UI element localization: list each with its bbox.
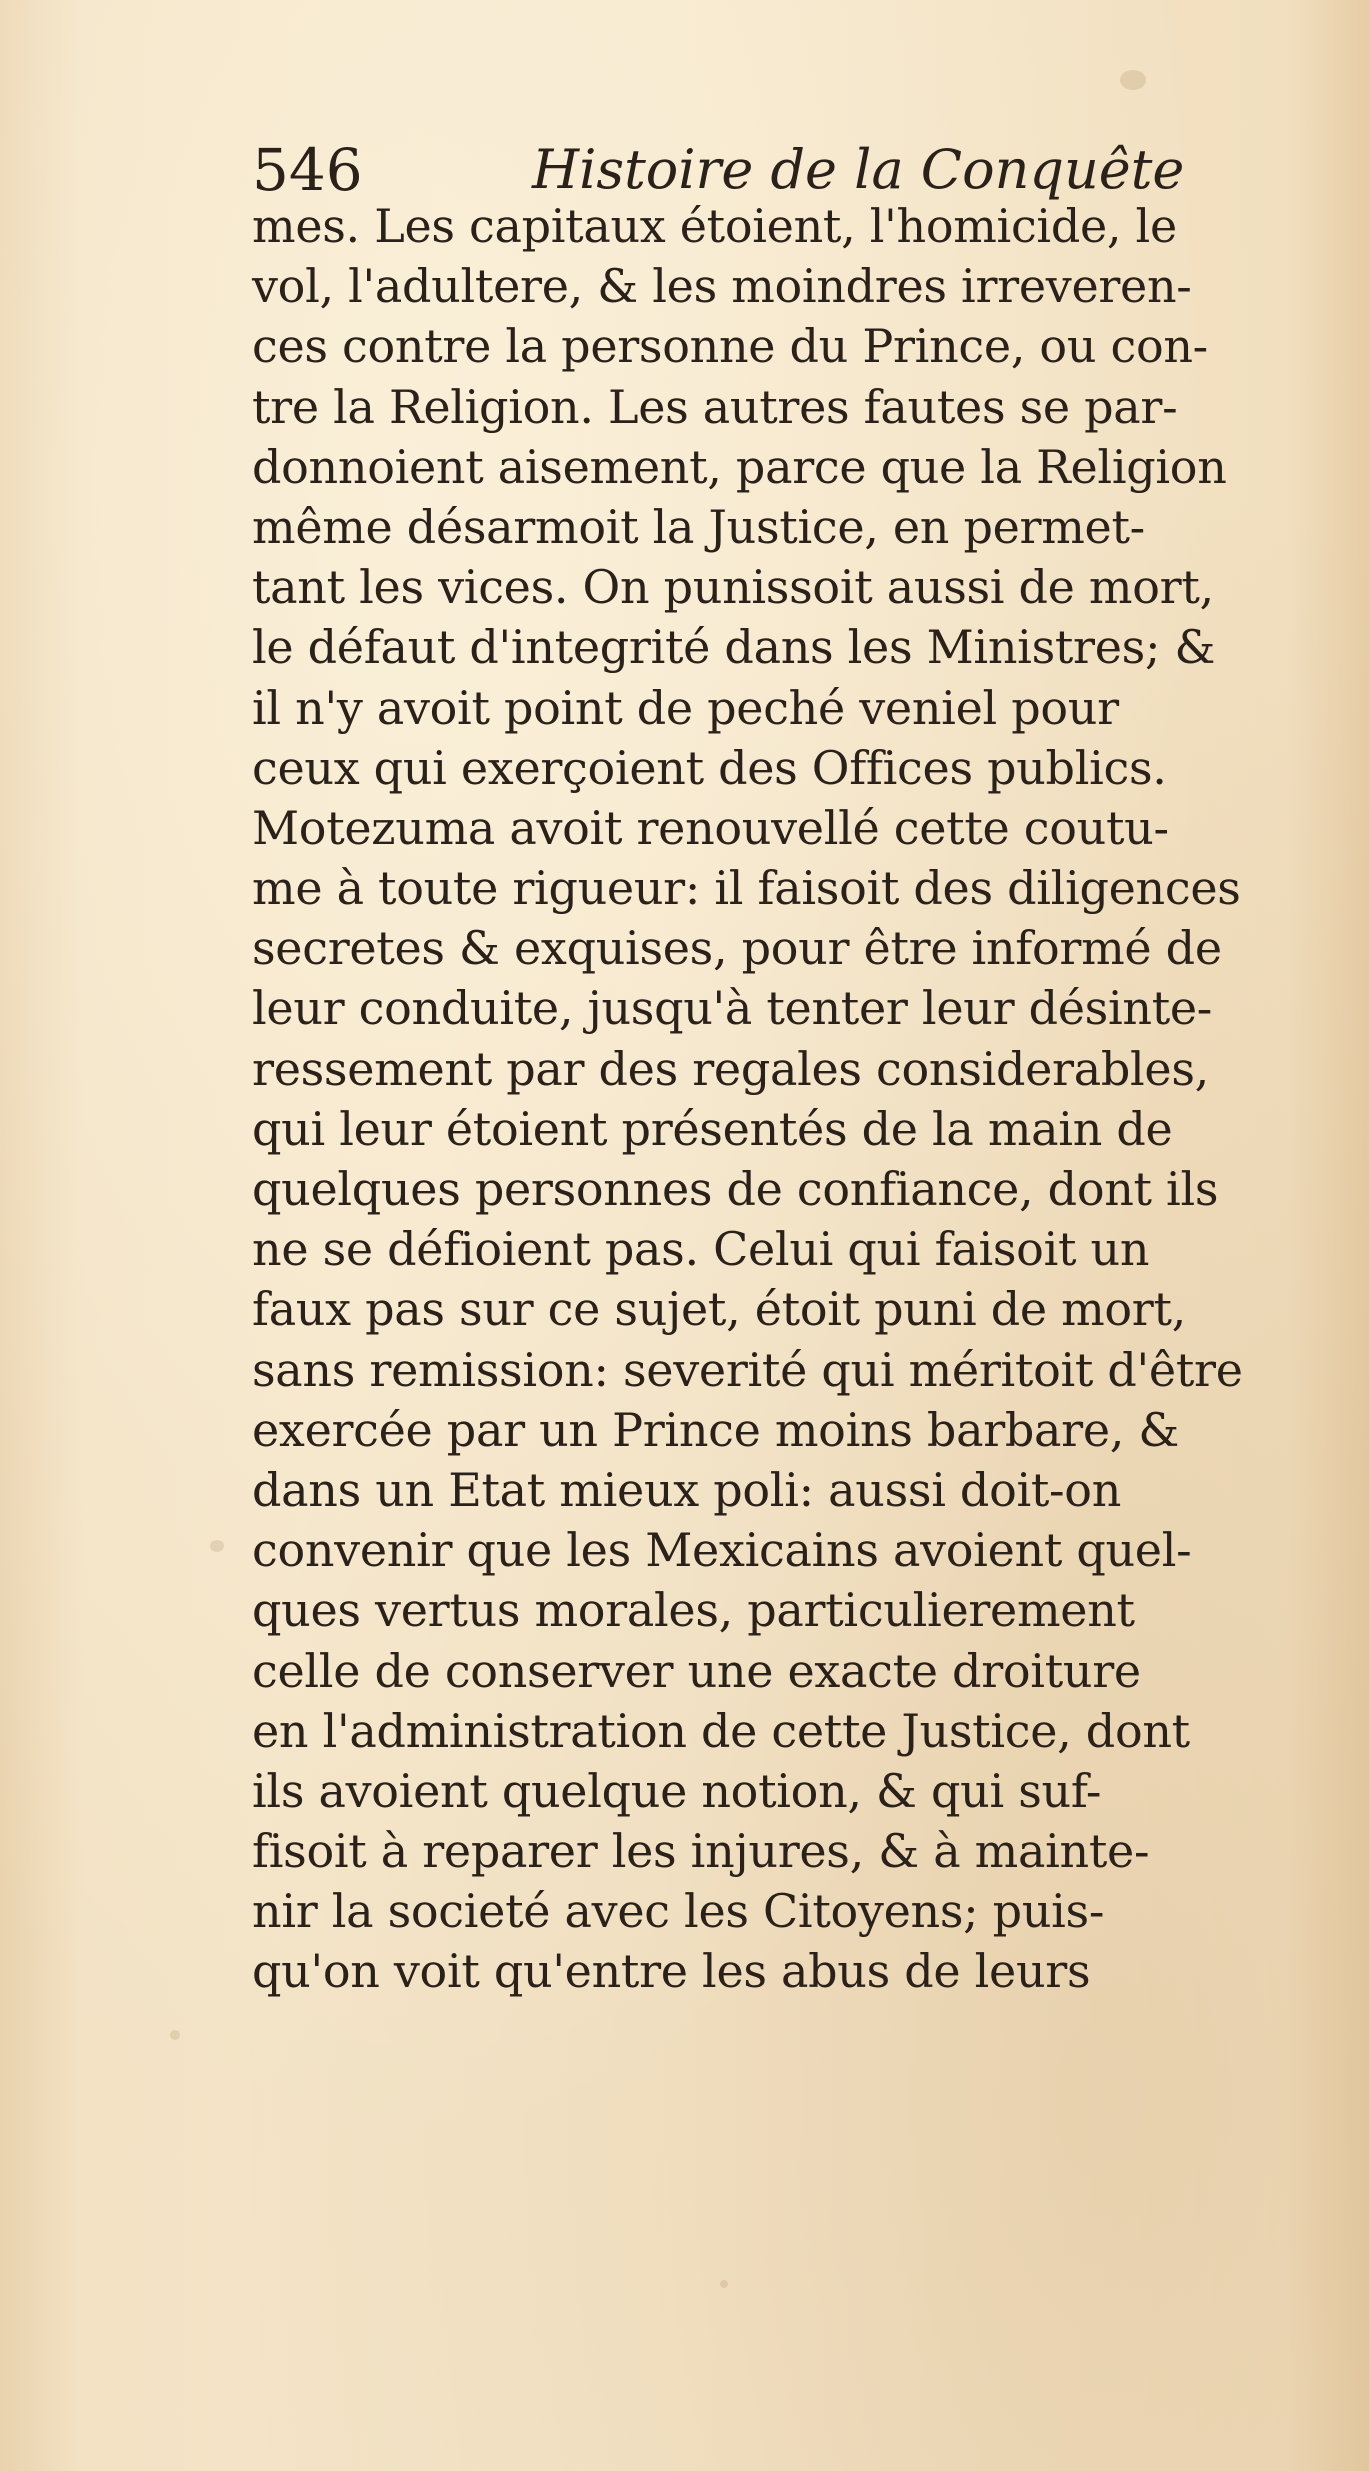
text-line: ceux qui exerçoient des Offices publics. (252, 740, 1167, 795)
text-line: me à toute rigueur: il faisoit des diligences (252, 861, 1241, 916)
text-line: Motezuma avoit renouvellé cette coutu- (252, 800, 1169, 855)
paper-foxing-spot (1120, 70, 1146, 90)
paper-foxing-spot (170, 2030, 180, 2040)
text-line: le défaut d'integrité dans les Ministres; & (252, 620, 1216, 675)
running-title: Histoire de la Conquête (532, 138, 1185, 201)
text-line: qu'on voit qu'entre les abus de leurs (252, 1944, 1091, 1999)
text-line: exercée par un Prince moins barbare, & (252, 1402, 1180, 1457)
text-line: tant les vices. On punissoit aussi de mort, (252, 560, 1214, 615)
text-line: qui leur étoient présentés de la main de (252, 1101, 1173, 1156)
text-line: ressement par des regales considerables, (252, 1041, 1209, 1096)
text-line: en l'administration de cette Justice, dont (252, 1703, 1190, 1758)
text-line: quelques personnes de confiance, dont ils (252, 1162, 1219, 1216)
body-text (252, 196, 1332, 2002)
text-line: mes. Les capitaux étoient, l'homicide, le (252, 199, 1177, 253)
text-line: fisoit à reparer les injures, & à mainte- (252, 1824, 1150, 1879)
text-line: donnoient aisement, parce que la Religion (252, 439, 1227, 494)
text-line: vol, l'adultere, & les moindres irreveren- (252, 259, 1192, 314)
paper-foxing-spot (720, 2280, 728, 2288)
text-line: faux pas sur ce sujet, étoit puni de mort, (252, 1282, 1186, 1337)
text-line: dans un Etat mieux poli: aussi doit-on (252, 1462, 1122, 1517)
paper-foxing-spot (210, 1540, 224, 1552)
text-line: tre la Religion. Les autres fautes se par- (252, 379, 1178, 434)
text-line: ces contre la personne du Prince, ou con- (252, 319, 1208, 374)
page-number: 546 (252, 136, 363, 204)
text-line: il n'y avoit point de peché veniel pour (252, 680, 1119, 735)
text-line: ne se défioient pas. Celui qui faisoit un (252, 1222, 1150, 1277)
text-line: même désarmoit la Justice, en permet- (252, 499, 1145, 554)
text-line: sans remission: severité qui méritoit d'être (252, 1342, 1243, 1397)
text-line: celle de conserver une exacte droiture (252, 1643, 1141, 1698)
text-line: ils avoient quelque notion, & qui suf- (252, 1763, 1102, 1818)
text-line: ques vertus morales, particulierement (252, 1583, 1135, 1638)
text-line: convenir que les Mexicains avoient quel- (252, 1523, 1192, 1578)
text-line: secretes & exquises, pour être informé de (252, 921, 1222, 976)
text-line: nir la societé avec les Citoyens; puis- (252, 1884, 1105, 1939)
text-line: leur conduite, jusqu'à tenter leur désinte- (252, 981, 1213, 1036)
